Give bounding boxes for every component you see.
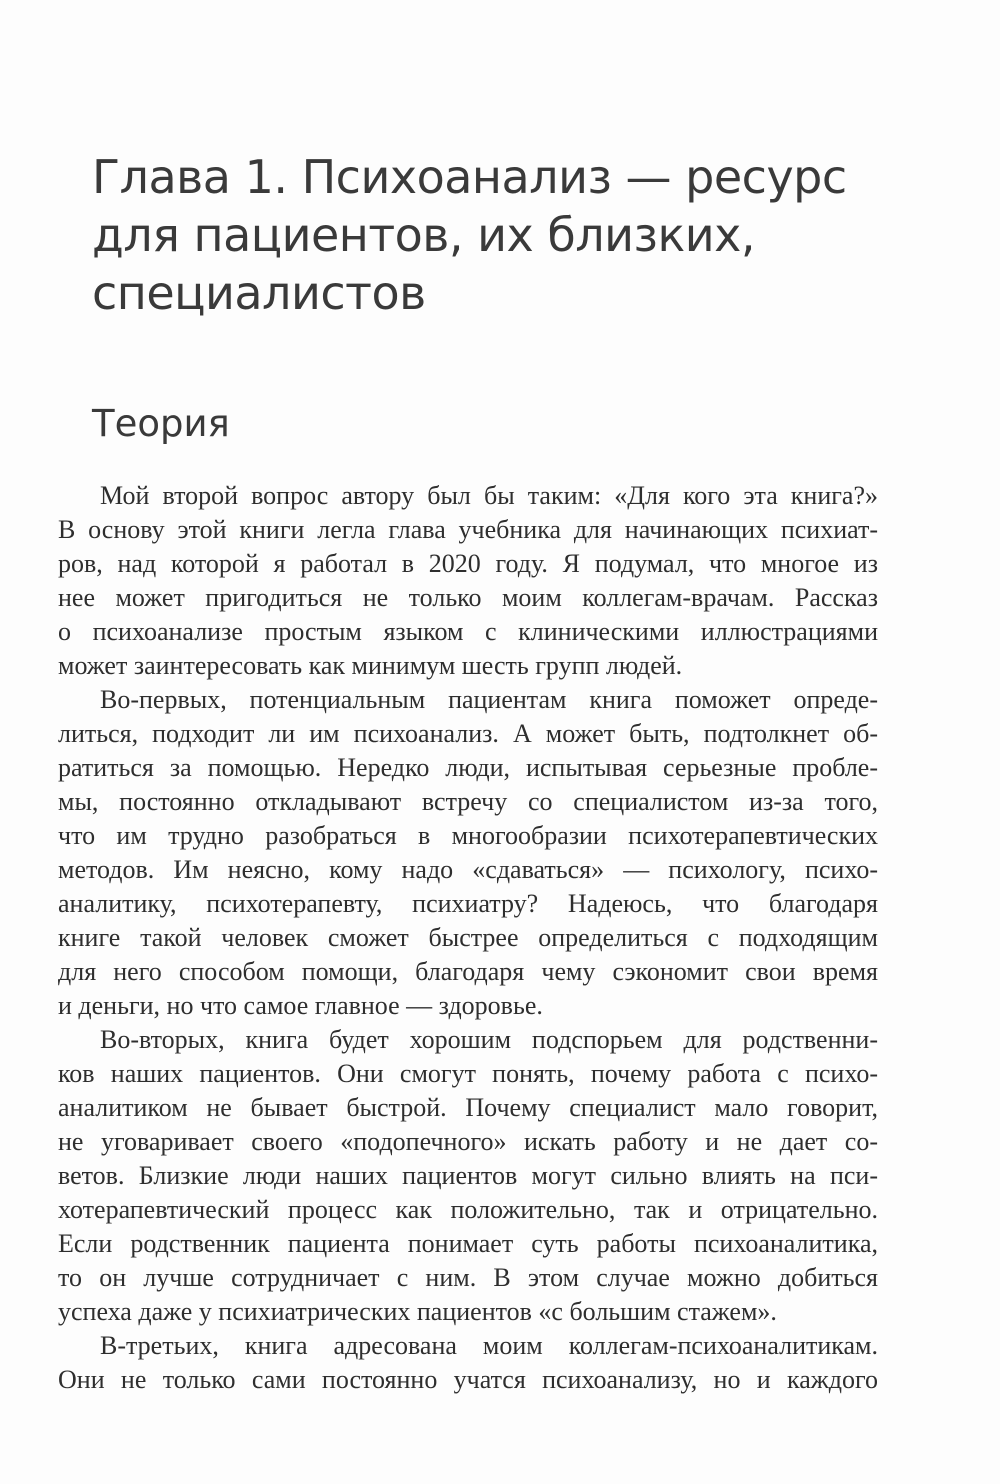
chapter-title — [92, 148, 912, 322]
paragraph-line: ратиться за помощью. Нередко люди, испытывая серьезные пробле- — [58, 753, 878, 782]
paragraph-line: аналитику, психотерапевту, психиатру? Надеюсь, что благодаря — [58, 889, 878, 918]
paragraph-line: литься, подходит ли им психоанализ. А может быть, подтолкнет об- — [58, 719, 878, 748]
chapter-title-line: Глава 1. Психоанализ — ресурс — [92, 150, 847, 204]
paragraph-line: книге такой человек сможет быстрее определиться с подходящим — [58, 923, 878, 952]
paragraph-line: для него способом помощи, благодаря чему сэкономит свои время — [58, 957, 878, 986]
paragraph-line: мы, постоянно откладывают встречу со специалистом из-за того, — [58, 787, 878, 816]
paragraph-line: хотерапевтический процесс как положительно, так и отрицательно. — [58, 1195, 878, 1224]
section-title: Теория — [92, 402, 230, 445]
paragraph-line: Если родственник пациента понимает суть работы психоаналитика, — [58, 1229, 878, 1258]
paragraph-line: и деньги, но что самое главное — здоровье. — [58, 991, 543, 1020]
chapter-title-line: специалистов — [92, 266, 426, 320]
paragraph-line: о психоанализе простым языком с клиническими иллюстрациями — [58, 617, 878, 646]
paragraph-line: Во-вторых, книга будет хорошим подспорьем для родственни- — [100, 1025, 878, 1054]
paragraph-line: ветов. Близкие люди наших пациентов могут сильно влиять на пси- — [58, 1161, 878, 1190]
paragraph-line: Мой второй вопрос автору был бы таким: «Для кого эта книга?» — [100, 481, 878, 510]
chapter-title-line: для пациентов, их близких, — [92, 208, 756, 262]
paragraph-line: Они не только сами постоянно учатся психоанализу, но и каждого — [58, 1365, 878, 1394]
paragraph-line: успеха даже у психиатрических пациентов «с большим стажем». — [58, 1297, 777, 1326]
paragraph-line: ков наших пациентов. Они смогут понять, почему работа с психо- — [58, 1059, 878, 1088]
paragraph-line: то он лучше сотрудничает с ним. В этом случае можно добиться — [58, 1263, 878, 1292]
paragraph-line: аналитиком не бывает быстрой. Почему специалист мало говорит, — [58, 1093, 878, 1122]
paragraph-line: ров, над которой я работал в 2020 году. Я подумал, что многое из — [58, 549, 878, 578]
paragraph-line: не уговаривает своего «подопечного» искать работу и не дает со- — [58, 1127, 878, 1156]
paragraph-line: Во-первых, потенциальным пациентам книга поможет опреде- — [100, 685, 878, 714]
paragraph-line: В основу этой книги легла глава учебника для начинающих психиат- — [58, 515, 878, 544]
paragraph-line: методов. Им неясно, кому надо «сдаваться» — психологу, психо- — [58, 855, 878, 884]
paragraph-line: что им трудно разобраться в многообразии психотерапевтических — [58, 821, 878, 850]
paragraph-line: может заинтересовать как минимум шесть групп людей. — [58, 651, 683, 680]
body-text — [58, 479, 878, 1397]
paragraph-line: нее может пригодиться не только моим коллегам-врачам. Рассказ — [58, 583, 878, 612]
paragraph-line: В-третьих, книга адресована моим коллегам-психоаналитикам. — [100, 1331, 878, 1360]
